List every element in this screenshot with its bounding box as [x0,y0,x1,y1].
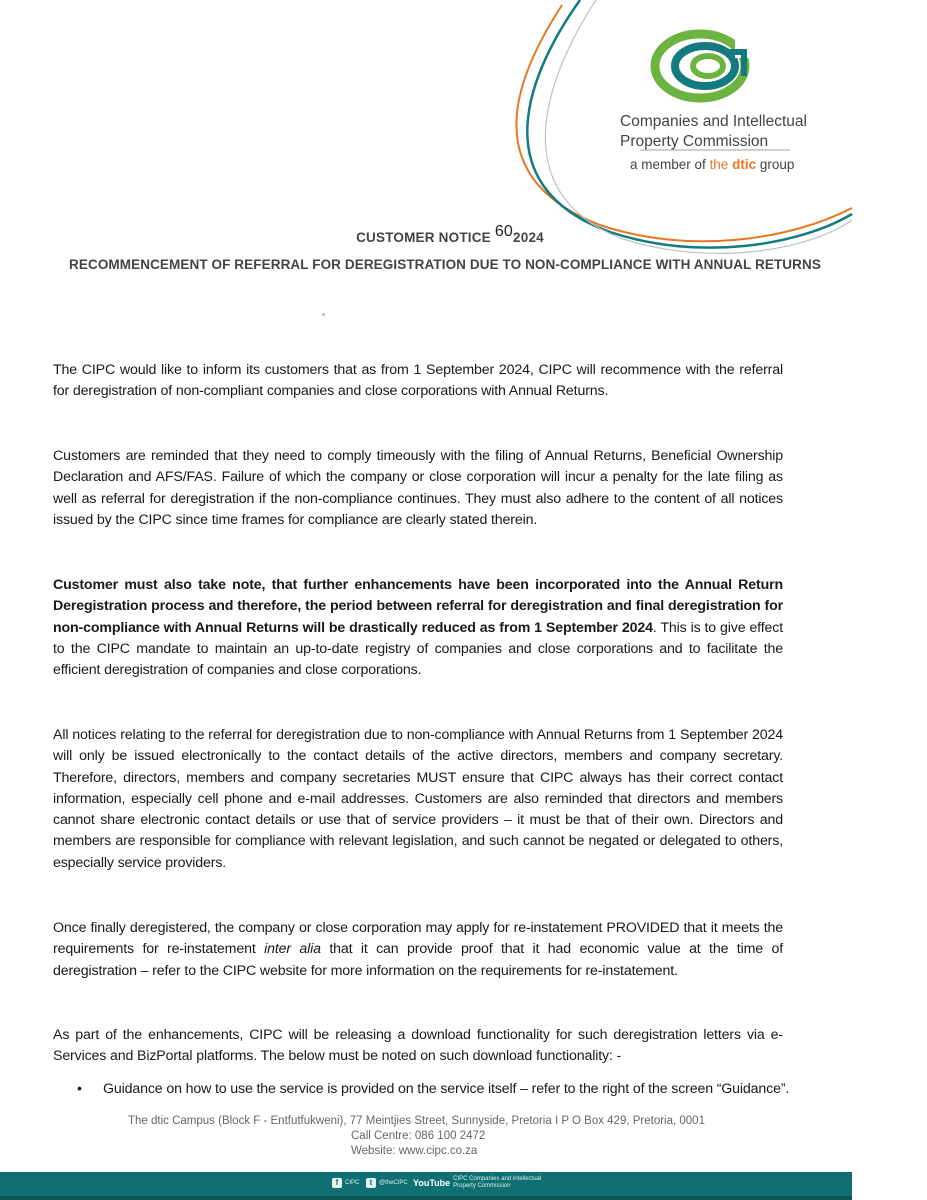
paragraph-5-b: that it can provide proof that it had economic value at the time of deregistration – refer to the CIPC website for more information on the requirements for re-instatement. [53,941,783,979]
notice-year: 2024 [513,230,544,245]
cipc-logo-mark [655,34,757,98]
bullet-item-1-text: Guidance on how to use the service is provided on the service itself – refer to the right of the screen “Guidance”. [103,1081,790,1097]
facebook-icon: f [332,1178,342,1188]
member-suffix: group [759,157,795,172]
notice-title [0,223,900,247]
twitter-icon: t [366,1178,376,1188]
footer-bar-bottom [0,1196,852,1200]
logo-name-line1: Companies and Intellectual [620,113,807,130]
footer-address: The dtic Campus (Block F - Entfutfukweni), 77 Meintjies Street, Sunnyside, Pretoria I P O Box 429, Pretoria, 0001 [128,1115,705,1127]
member-prefix: a member of [630,157,706,172]
paragraph-5-a: Once finally deregistered, the company or close corporation may apply for re-instatement PROVIDED that it meets the requirements for re-instatement [53,920,783,958]
paragraph-3-rest: . This is to give effect to the CIPC mandate to maintain an up-to-date registry of companies and close corporations and to facilitate the efficient deregistration of companies and close corporations. [53,619,783,679]
bullet-item-1 [77,1079,797,1100]
stray-dot [322,313,325,316]
logo-name [620,112,820,152]
social-youtube-line2: Property Commission [453,1183,511,1189]
footer-address-block [128,1114,748,1159]
logo-member-line [630,155,850,175]
paragraph-4: All notices relating to the referral for deregistration due to non-compliance with Annual Returns from 1 September 2024 will only be issued electronically to the contact details of the active directors, members and company secretary. Therefore, directors, members and company secretaries MUST ensure that CIPC always has their correct contact information, especially cell phone and e-mail addresses. Customers are also reminded that directors and members cannot share electronic contact details or use that of service providers – it must be that of their own. Directors and members are responsible for compliance with relevant legislation, and such cannot be negated or delegated to others, especially service providers. [53,727,783,871]
notice-title-prefix: CUSTOMER NOTICE [356,230,491,245]
social-facebook-label: CIPC [345,1180,360,1186]
notice-subtitle: RECOMMENCEMENT OF REFERRAL FOR DEREGISTRATION DUE TO NON-COMPLIANCE WITH ANNUAL RETURNS [69,257,821,272]
social-youtube-text [453,1176,541,1190]
member-the: the [709,157,729,172]
social-twitter[interactable] [366,1178,408,1188]
paragraph-6: As part of the enhancements, CIPC will be releasing a download functionality for such deregistration letters via e-Services and BizPortal platforms. The below must be noted on such download functionality: - [53,1027,783,1065]
social-facebook[interactable] [332,1178,359,1188]
bullet-dot-icon: • [77,1081,82,1097]
social-twitter-label: @theCIPC [379,1180,408,1186]
member-brand: dtic [732,157,757,172]
paragraph-3-bold: Customer must also take note, that further enhancements have been incorporated into the Annual Return Deregistration process and therefore, the period between referral for deregistration and final deregistration for non-compliance with Annual Returns will be drastically reduced as from 1 September 2024 [53,577,783,636]
paragraph-1: The CIPC would like to inform its customers that as from 1 September 2024, CIPC will recommence with the referral for deregistration of non-compliant companies and close corporations with Annual Returns. [53,362,783,400]
paragraph-5 [53,918,783,982]
notice-number: 60 [494,223,514,240]
paragraph-2: Customers are reminded that they need to comply timeously with the filing of Annual Returns, Beneficial Ownership Declaration and AFS/FAS. Failure of which the company or close corporation will incur a penalty for the late filing as well as referral for deregistration if the non-compliance continues. They must also adhere to the content of all notices issued by the CIPC since time frames for compliance are clearly stated therein. [53,448,783,528]
youtube-icon: YouTube [413,1178,451,1188]
paragraph-5-italic: inter alia [264,941,321,958]
footer-call-centre: Call Centre: 086 100 2472 [351,1130,486,1142]
social-youtube[interactable] [413,1176,541,1190]
social-youtube-line1: CIPC Companies and intellectual [453,1176,542,1182]
logo-name-line2: Property Commission [620,133,769,150]
paragraph-3 [53,575,783,681]
footer-website: Website: www.cipc.co.za [351,1145,478,1157]
